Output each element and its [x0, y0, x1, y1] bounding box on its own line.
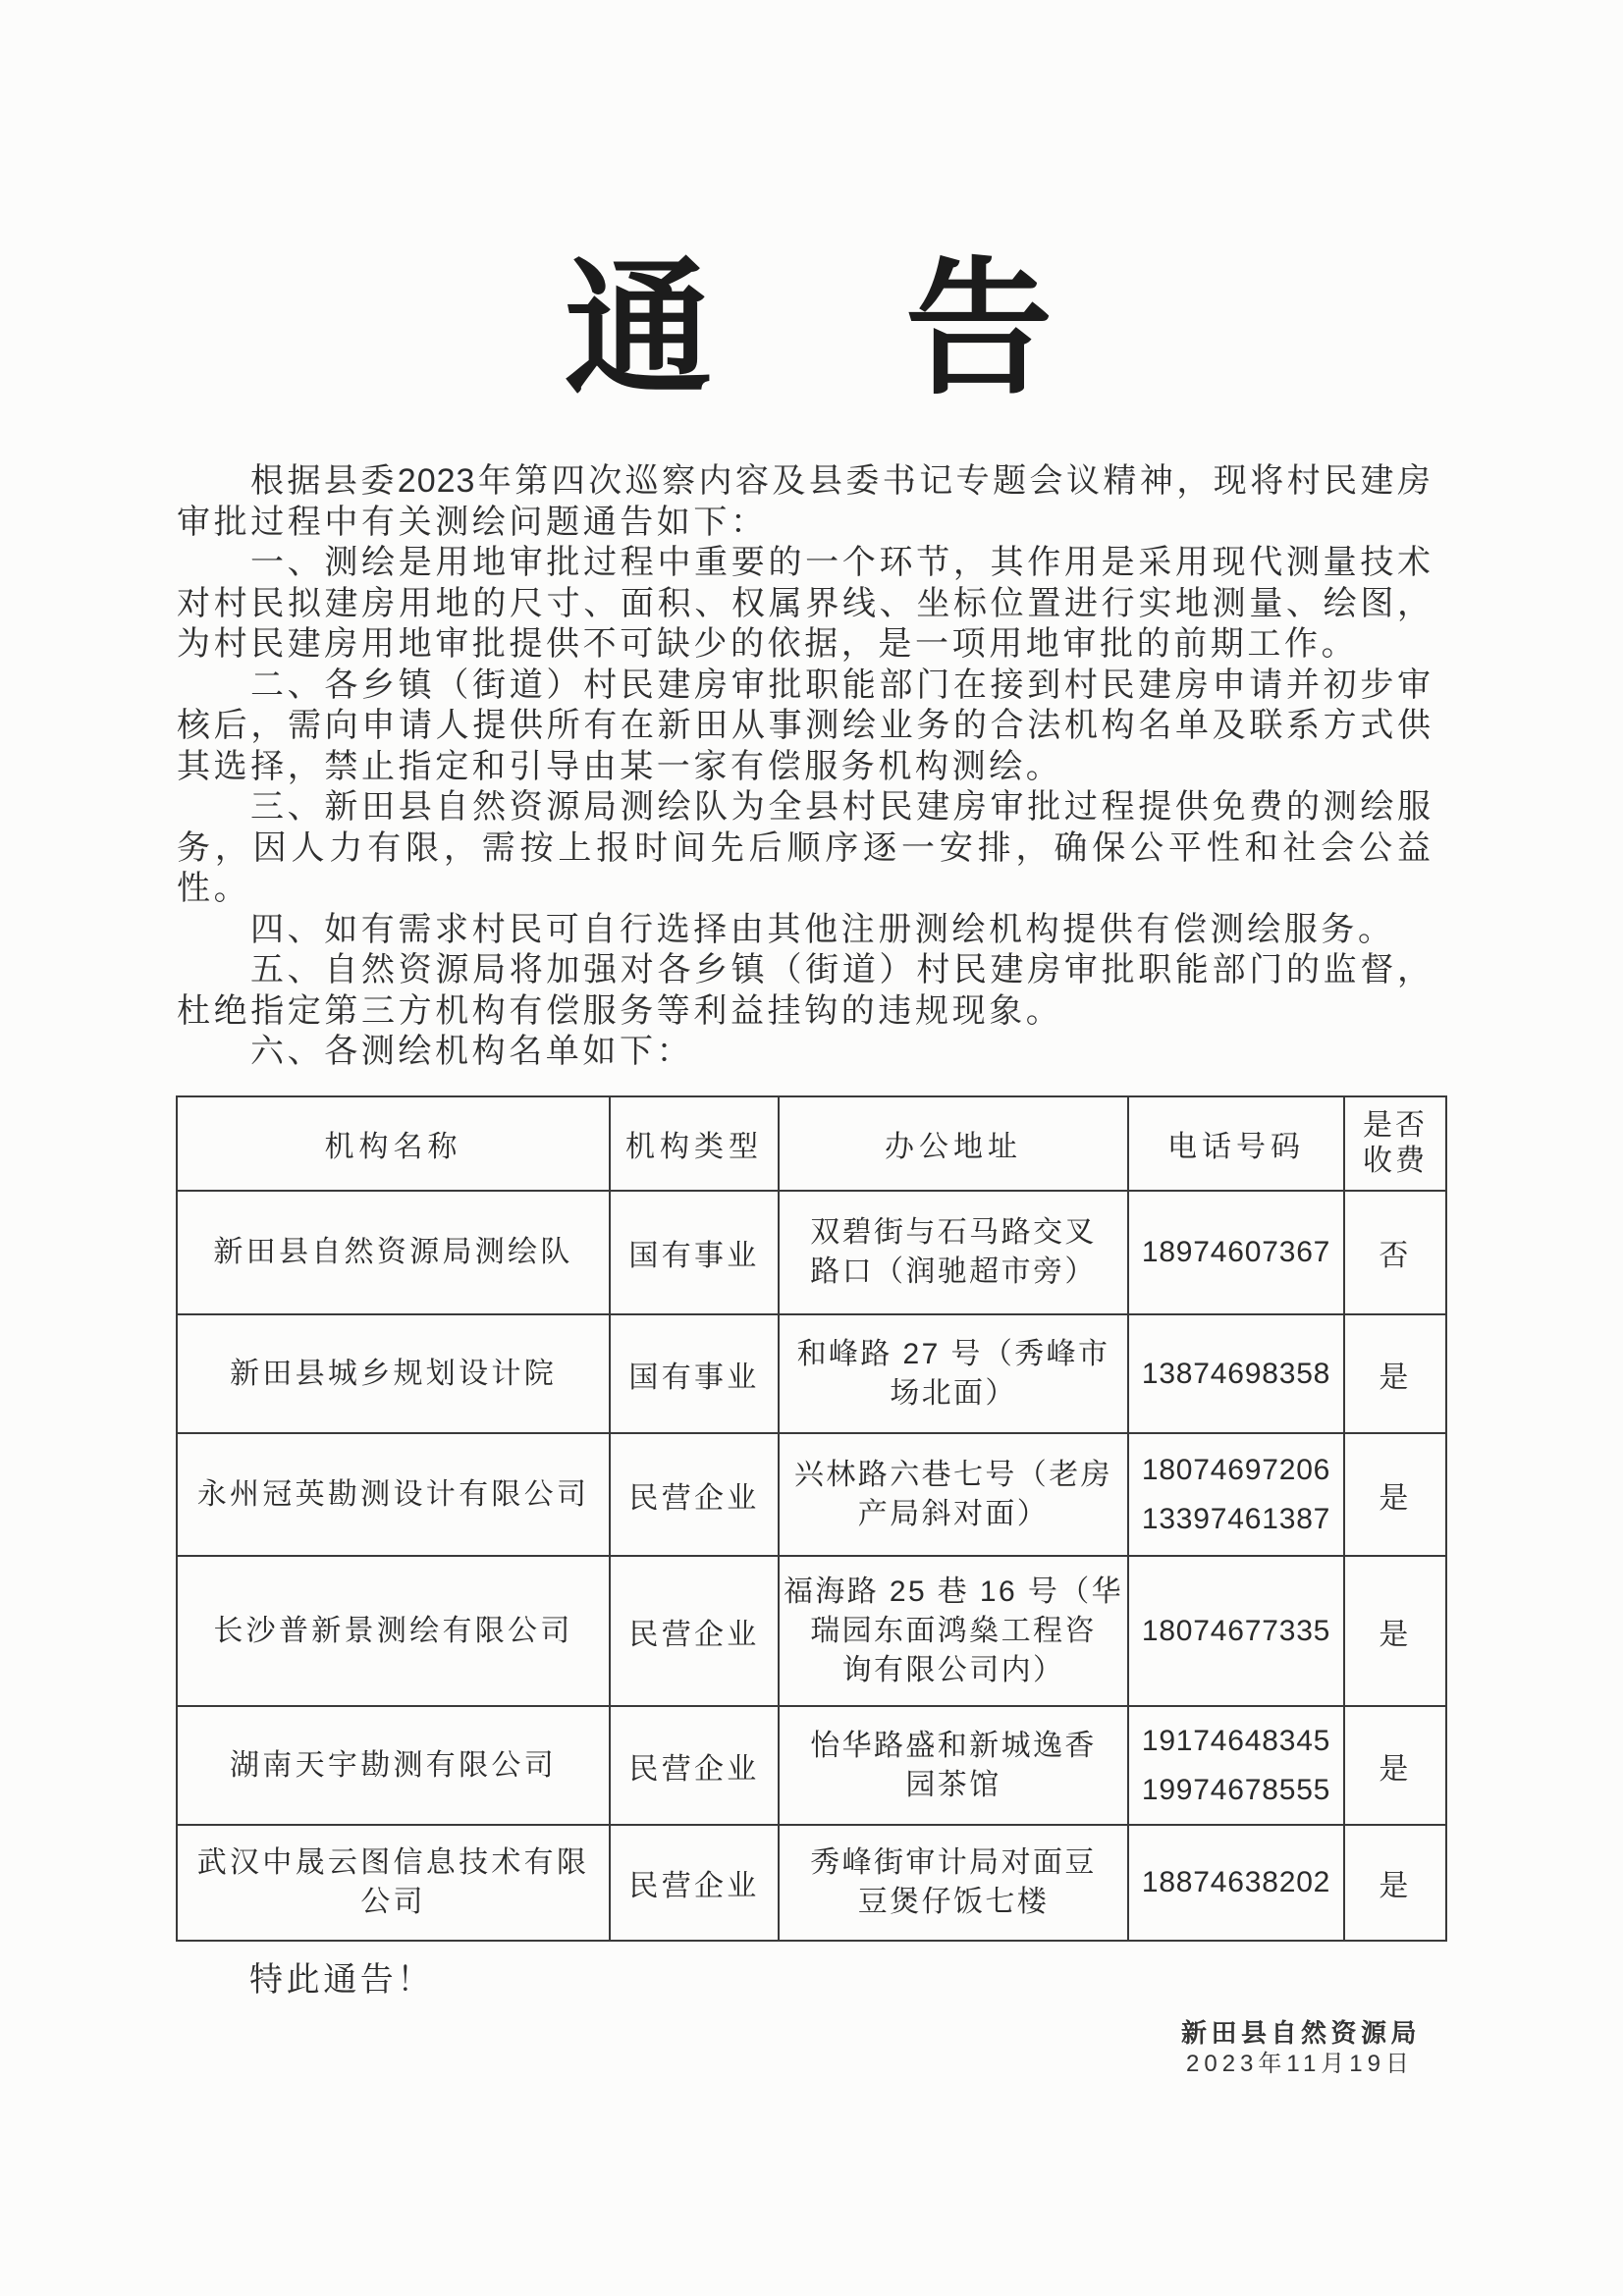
- institution-name: 湖南天宇勘测有限公司: [230, 1748, 557, 1782]
- address-line: 产局斜对面）: [857, 1497, 1050, 1530]
- table-row: [177, 1706, 1446, 1825]
- institution-name: 武汉中晟云图信息技术有限公司: [196, 1846, 590, 1918]
- address-line: 福海路 25 巷 16 号（华: [783, 1575, 1124, 1608]
- cell-address: [779, 1433, 1128, 1556]
- cell-type: 民营企业: [610, 1706, 779, 1825]
- header-fee: [1344, 1096, 1446, 1191]
- cell-address: [779, 1314, 1128, 1433]
- paragraph-line: 其选择，禁止指定和引导由某一家有偿服务机构测绘。: [177, 747, 1063, 785]
- phone-number: 18974607367: [1141, 1236, 1331, 1268]
- paragraph-line: 为村民建房用地审批提供不可缺少的依据，是一项用地审批的前期工作。: [177, 625, 1359, 663]
- cell-name: [177, 1314, 610, 1433]
- paragraph-line: 四、如有需求村民可自行选择由其他注册测绘机构提供有偿测绘服务。: [250, 910, 1395, 948]
- institution-name: 长沙普新景测绘有限公司: [213, 1614, 573, 1647]
- paragraph-line: 五、自然资源局将加强对各乡镇（街道）村民建房审批职能部门的监督，: [250, 951, 1432, 988]
- header-name: 机构名称: [177, 1096, 610, 1191]
- cell-address: [779, 1191, 1128, 1314]
- paragraph-line: 审批过程中有关测绘问题通告如下：: [177, 503, 768, 541]
- cell-name: [177, 1825, 610, 1941]
- phone-number: 18074697206: [1141, 1453, 1331, 1486]
- paragraph-line: 务，因人力有限，需按上报时间先后顺序逐一安排，确保公平性和社会公益: [177, 828, 1432, 867]
- phone-number: 13874698358: [1141, 1357, 1331, 1390]
- cell-fee: 是: [1344, 1556, 1446, 1706]
- address-line: 路口（润驰超市旁）: [810, 1255, 1097, 1288]
- address-line: 怡华路盛和新城逸香: [810, 1729, 1097, 1762]
- cell-type: 民营企业: [610, 1556, 779, 1706]
- cell-phone: [1128, 1314, 1344, 1433]
- paragraph-intro: [177, 461, 1432, 543]
- cell-name: [177, 1191, 610, 1314]
- institution-name: 永州冠英勘测设计有限公司: [196, 1477, 590, 1511]
- cell-type: 国有事业: [610, 1191, 779, 1314]
- cell-phone: [1128, 1433, 1344, 1556]
- cell-type: 国有事业: [610, 1314, 779, 1433]
- header-fee-label: 是否收费: [1363, 1109, 1428, 1177]
- phone-number: 19974678555: [1141, 1773, 1331, 1806]
- cell-name: [177, 1433, 610, 1556]
- institution-table: [176, 1095, 1447, 1942]
- cell-address: [779, 1556, 1128, 1706]
- paragraph-line: 对村民拟建房用地的尺寸、面积、权属界线、坐标位置进行实地测量、绘图，: [177, 584, 1432, 622]
- cell-address: [779, 1706, 1128, 1825]
- cell-name: [177, 1556, 610, 1706]
- paragraph-line: 一、测绘是用地审批过程中重要的一个环节，其作用是采用现代测量技术: [250, 544, 1432, 581]
- cell-name: [177, 1706, 610, 1825]
- institution-name: 新田县自然资源局测绘队: [213, 1236, 573, 1268]
- cell-fee: 是: [1344, 1314, 1446, 1433]
- phone-number: 18074677335: [1141, 1614, 1331, 1647]
- paragraph-item-3: [177, 787, 1432, 910]
- phone-number: 18874638202: [1141, 1866, 1331, 1898]
- address-line: 兴林路六巷七号（老房: [794, 1458, 1112, 1491]
- address-line: 和峰路 27 号（秀峰市: [796, 1337, 1110, 1370]
- paragraph-item-6: [177, 1032, 1432, 1073]
- paragraph-line: 二、各乡镇（街道）村民建房审批职能部门在接到村民建房申请并初步审: [250, 666, 1432, 704]
- cell-phone: [1128, 1706, 1344, 1825]
- phone-number: 13397461387: [1141, 1502, 1331, 1535]
- cell-fee: 是: [1344, 1825, 1446, 1941]
- table-row: [177, 1191, 1446, 1314]
- paragraph-item-1: [177, 543, 1432, 666]
- paragraph-line: 性。: [177, 870, 251, 907]
- paragraph-line: 三、新田县自然资源局测绘队为全县村民建房审批过程提供免费的测绘服: [250, 788, 1432, 826]
- cell-fee: 否: [1344, 1191, 1446, 1314]
- table-row: [177, 1825, 1446, 1941]
- institution-name: 新田县城乡规划设计院: [230, 1357, 557, 1390]
- cell-type: 民营企业: [610, 1825, 779, 1941]
- address-line: 场北面）: [890, 1376, 1017, 1410]
- phone-number: 19174648345: [1141, 1724, 1331, 1757]
- header-phone: 电话号码: [1128, 1096, 1344, 1191]
- paragraph-item-4: [177, 910, 1432, 951]
- closing-statement: 特此通告！: [249, 1961, 434, 1999]
- paragraph-line: 核后，需向申请人提供所有在新田从事测绘业务的合法机构名单及联系方式供: [177, 707, 1432, 744]
- address-line: 豆煲仔饭七楼: [857, 1886, 1050, 1918]
- address-line: 双碧街与石马路交叉: [810, 1216, 1097, 1249]
- issuer-name: 新田县自然资源局: [1181, 2018, 1422, 2048]
- address-line: 瑞园东面鸿燊工程咨: [810, 1614, 1097, 1647]
- cell-phone: [1128, 1556, 1344, 1706]
- cell-fee: 是: [1344, 1433, 1446, 1556]
- notice-body: [177, 461, 1432, 1073]
- address-line: 园茶馆: [905, 1768, 1001, 1801]
- header-address: 办公地址: [779, 1096, 1128, 1191]
- notice-title: 通告: [565, 242, 1247, 415]
- table-header-row: [177, 1096, 1446, 1191]
- cell-address: [779, 1825, 1128, 1941]
- table-row: [177, 1314, 1446, 1433]
- cell-phone: [1128, 1191, 1344, 1314]
- cell-phone: [1128, 1825, 1344, 1941]
- cell-fee: 是: [1344, 1706, 1446, 1825]
- address-line: 询有限公司内）: [841, 1653, 1065, 1686]
- issue-date: 2023年11月19日: [1186, 2051, 1414, 2077]
- paragraph-line: 六、各测绘机构名单如下：: [250, 1033, 694, 1070]
- header-type: 机构类型: [610, 1096, 779, 1191]
- paragraph-item-2: [177, 666, 1432, 788]
- cell-type: 民营企业: [610, 1433, 779, 1556]
- paragraph-item-5: [177, 950, 1432, 1032]
- paragraph-line: 杜绝指定第三方机构有偿服务等利益挂钩的违规现象。: [177, 991, 1063, 1030]
- table-row: [177, 1433, 1446, 1556]
- address-line: 秀峰街审计局对面豆: [810, 1846, 1097, 1879]
- paragraph-line: 根据县委2023年第四次巡察内容及县委书记专题会议精神，现将村民建房: [250, 462, 1432, 500]
- table-row: [177, 1556, 1446, 1706]
